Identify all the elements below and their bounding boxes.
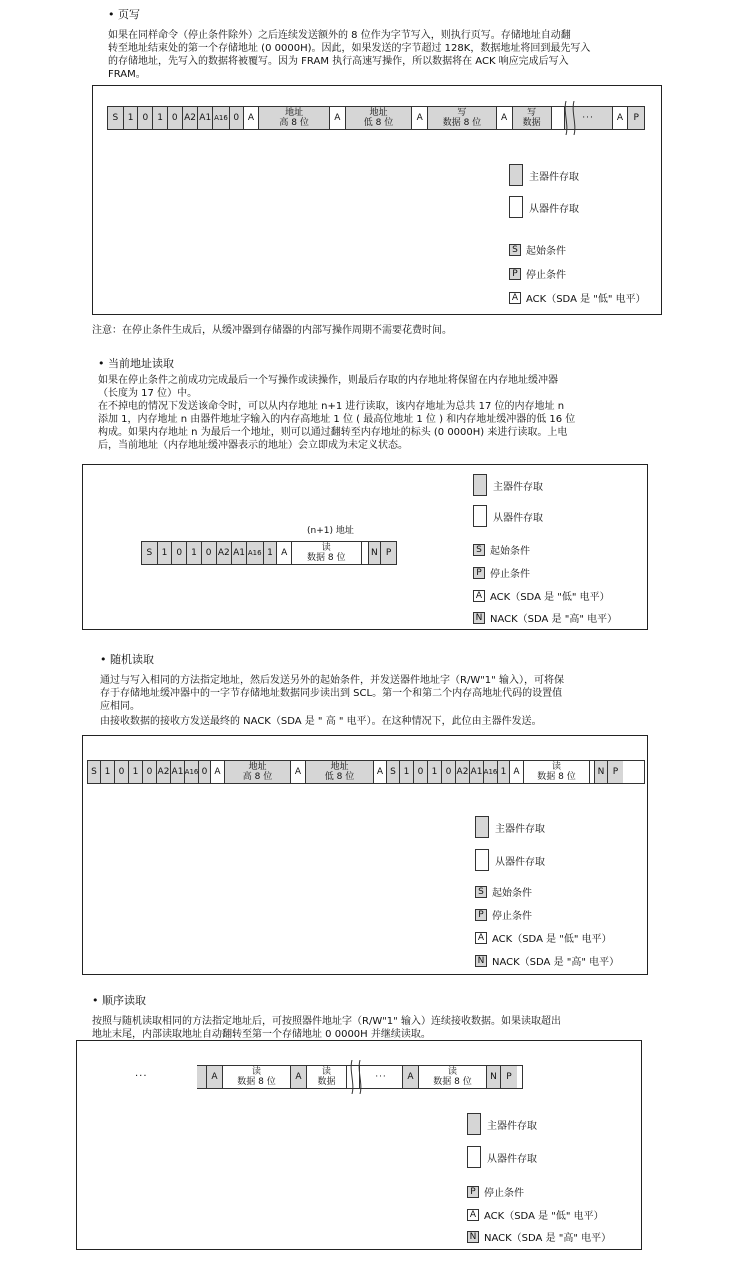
bit-cell: 1	[428, 761, 442, 783]
slave-swatch	[473, 505, 487, 527]
bit-cell: 1	[158, 542, 173, 564]
ellipsis-cell: ···	[359, 1066, 403, 1088]
legend-master: 主器件存取	[473, 474, 543, 496]
slave-swatch	[475, 849, 489, 871]
master-swatch	[467, 1113, 481, 1135]
legend-stop: P 停止条件	[475, 907, 532, 922]
rw-cell: 0	[230, 107, 244, 129]
bit-cell: 1	[187, 542, 202, 564]
page-write-note: 注意：在停止条件生成后，从缓冲器到存储器的内部写操作周期不需要花费时间。	[92, 325, 452, 336]
current-read-paragraph: 如果在停止条件之前成功完成最后一个写操作或读操作，则最后存取的内存地址将保留在内存地址缓冲器 （长度为 17 位）中。 在不掉电的情况下发送该命令时，可以从内存地址 n+1 进行读取，该内存地址为总共 17 位的内存地址 n 添加 1，内存地址 n 由器件地址字输入的内存高地址 1 位 ( 最高位地址 1 位 ) 和内存地址缓冲器的低 16 位 构成。如果内存地址 n 为最后一个地址，则可以通过翻转至内存地址的标头 (0 0000H) 来进行读取。上电 后，当前地址（内存地址缓冲器表示的地址）会立即成为未定义状态。	[98, 375, 576, 451]
addr-high-cell: 地址 高 8 位	[259, 107, 330, 129]
ack-cell: A	[497, 107, 513, 129]
bit-cell: 1	[129, 761, 143, 783]
legend-stop: P 停止条件	[509, 266, 566, 281]
ack-cell: A	[613, 107, 629, 129]
legend-nack: N NACK（SDA 是 "高" 电平）	[473, 610, 617, 625]
start-cell: S	[108, 107, 124, 129]
read-data-cell: 读 数据	[307, 1066, 347, 1088]
ack-cell: A	[291, 1066, 307, 1088]
legend-nack: N NACK（SDA 是 "高" 电平）	[475, 953, 619, 968]
legend-start: S 起始条件	[473, 542, 530, 557]
ack-cell: A	[207, 1066, 223, 1088]
legend-start: S 起始条件	[475, 884, 532, 899]
ack-cell: A	[510, 761, 524, 783]
bit-cell: 1	[101, 761, 115, 783]
legend-master: 主器件存取	[467, 1113, 537, 1135]
legend-ack: A ACK（SDA 是 "低" 电平）	[475, 930, 612, 945]
leading-cell	[197, 1066, 207, 1088]
current-read-sequence	[141, 541, 397, 565]
sequential-read-heading: • 顺序读取	[92, 994, 146, 1007]
addr-low-cell: 地址 低 8 位	[306, 761, 374, 783]
start-cell: S	[142, 542, 158, 564]
current-read-heading: • 当前地址读取	[98, 357, 174, 370]
ack-cell: A	[330, 107, 346, 129]
random-read-heading: • 随机读取	[100, 653, 154, 666]
rw-cell: 1	[498, 761, 510, 783]
write-data-cell: 写 数据	[513, 107, 552, 129]
read-data-cell: 读 数据 8 位	[223, 1066, 291, 1088]
legend-master: 主器件存取	[509, 164, 579, 186]
sequential-read-paragraph: 按照与随机读取相同的方法指定地址后，可按照器件地址字（R/W"1" 输入）连续接收数据。如果读取超出 地址末尾，内部读取地址自动翻转至第一个存储地址 0 0000H 并继续读取。	[92, 1016, 561, 1040]
rw-cell: 1	[264, 542, 278, 564]
wave-break-icon	[349, 1060, 363, 1094]
bit-cell: 0	[414, 761, 428, 783]
random-read-paragraph: 通过与写入相同的方法指定地址，然后发送另外的起始条件，并发送器件地址字（R/W"1" 输入），可将保 存于存储地址缓冲器中的一字节存储地址数据同步读出到 SCL。第一个和第二个内存高地址代码的设置值 应相同。 由接收数据的接收方发送最终的 NACK（SDA 是 " 高 " 电平）。在这种情况下，此位由主器件发送。	[100, 675, 564, 727]
start-cell: S	[88, 761, 101, 783]
legend-ack: A ACK（SDA 是 "低" 电平）	[509, 290, 646, 305]
a2-cell: A2	[157, 761, 171, 783]
read-data-cell: 读 数据 8 位	[292, 542, 362, 564]
ack-cell: A	[412, 107, 428, 129]
a2-cell: A2	[456, 761, 470, 783]
current-read-diagram	[82, 464, 648, 630]
rw-cell: 0	[199, 761, 211, 783]
legend-ack: A ACK（SDA 是 "低" 电平）	[467, 1207, 604, 1222]
addr-high-cell: 地址 高 8 位	[225, 761, 291, 783]
legend-stop: P 停止条件	[473, 565, 530, 580]
ack-cell: A	[277, 542, 292, 564]
bit-cell: 0	[202, 542, 217, 564]
legend-start: S 起始条件	[509, 242, 566, 257]
bit-cell: 0	[138, 107, 153, 129]
page-write-diagram	[92, 85, 662, 315]
ack-cell: A	[403, 1066, 419, 1088]
a16-cell: A16	[185, 761, 199, 783]
bit-cell: 0	[115, 761, 129, 783]
read-data-cell: 读 数据 8 位	[524, 761, 590, 783]
sequential-read-diagram	[76, 1040, 642, 1250]
legend-nack: N NACK（SDA 是 "高" 电平）	[467, 1229, 611, 1244]
legend-slave: 从器件存取	[467, 1146, 537, 1168]
a2-cell: A2	[183, 107, 199, 129]
a1-cell: A1	[470, 761, 484, 783]
stop-cell: P	[381, 542, 396, 564]
legend-slave: 从器件存取	[473, 505, 543, 527]
a16-cell: A16	[247, 542, 264, 564]
bit-cell: 1	[400, 761, 414, 783]
legend-master: 主器件存取	[475, 816, 545, 838]
page-write-heading: • 页写	[108, 8, 140, 21]
a1-cell: A1	[171, 761, 185, 783]
stop-cell: P	[501, 1066, 517, 1088]
wave-break-icon	[563, 101, 577, 135]
legend-ack: A ACK（SDA 是 "低" 电平）	[473, 588, 610, 603]
bit-cell: 0	[168, 107, 183, 129]
a1-cell: A1	[232, 542, 247, 564]
bit-cell: 1	[153, 107, 168, 129]
start-cell: S	[387, 761, 400, 783]
ack-cell: A	[374, 761, 387, 783]
addr-low-cell: 地址 低 8 位	[346, 107, 413, 129]
master-swatch	[473, 474, 487, 496]
ack-cell: A	[211, 761, 225, 783]
read-data-cell: 读 数据 8 位	[419, 1066, 487, 1088]
a2-cell: A2	[217, 542, 233, 564]
bit-cell: 0	[442, 761, 456, 783]
bit-cell: 0	[143, 761, 157, 783]
a16-cell: A16	[484, 761, 498, 783]
nack-cell: N	[594, 761, 608, 783]
master-swatch	[475, 816, 489, 838]
master-swatch	[509, 164, 523, 186]
break-gap	[552, 107, 564, 129]
write-data-cell: 写 数据 8 位	[428, 107, 497, 129]
legend-slave: 从器件存取	[509, 196, 579, 218]
random-read-sequence	[87, 760, 645, 784]
a16-cell: A16	[213, 107, 230, 129]
slave-swatch	[509, 196, 523, 218]
legend-slave: 从器件存取	[475, 849, 545, 871]
bit-cell: 1	[124, 107, 139, 129]
bit-cell: 0	[172, 542, 187, 564]
nack-cell: N	[487, 1066, 501, 1088]
stop-cell: P	[608, 761, 623, 783]
page-write-paragraph: 如果在同样命令（停止条件除外）之后连续发送额外的 8 位作为字节写入，则执行页写。存储地址自动翻 转至地址结束处的第一个存储地址 (0 0000H)。因此，如果发送的字节超过 128K，数据地址将回到最先写入 的存储地址，先写入的数据将被覆写。因为 FRAM 执行高速写操作，所以数据将在 ACK 响应完成后写入 FRAM。	[108, 30, 591, 80]
n-plus-1-label: (n+1) 地址	[307, 526, 354, 536]
slave-swatch	[467, 1146, 481, 1168]
nack-cell: N	[368, 542, 382, 564]
random-read-diagram	[82, 735, 648, 975]
a1-cell: A1	[198, 107, 213, 129]
ack-cell: A	[291, 761, 306, 783]
ellipsis-cell: ···	[564, 107, 613, 129]
leading-ellipsis: ···	[135, 1071, 148, 1082]
stop-cell: P	[628, 107, 644, 129]
ack-cell: A	[244, 107, 260, 129]
legend-stop: P 停止条件	[467, 1184, 524, 1199]
